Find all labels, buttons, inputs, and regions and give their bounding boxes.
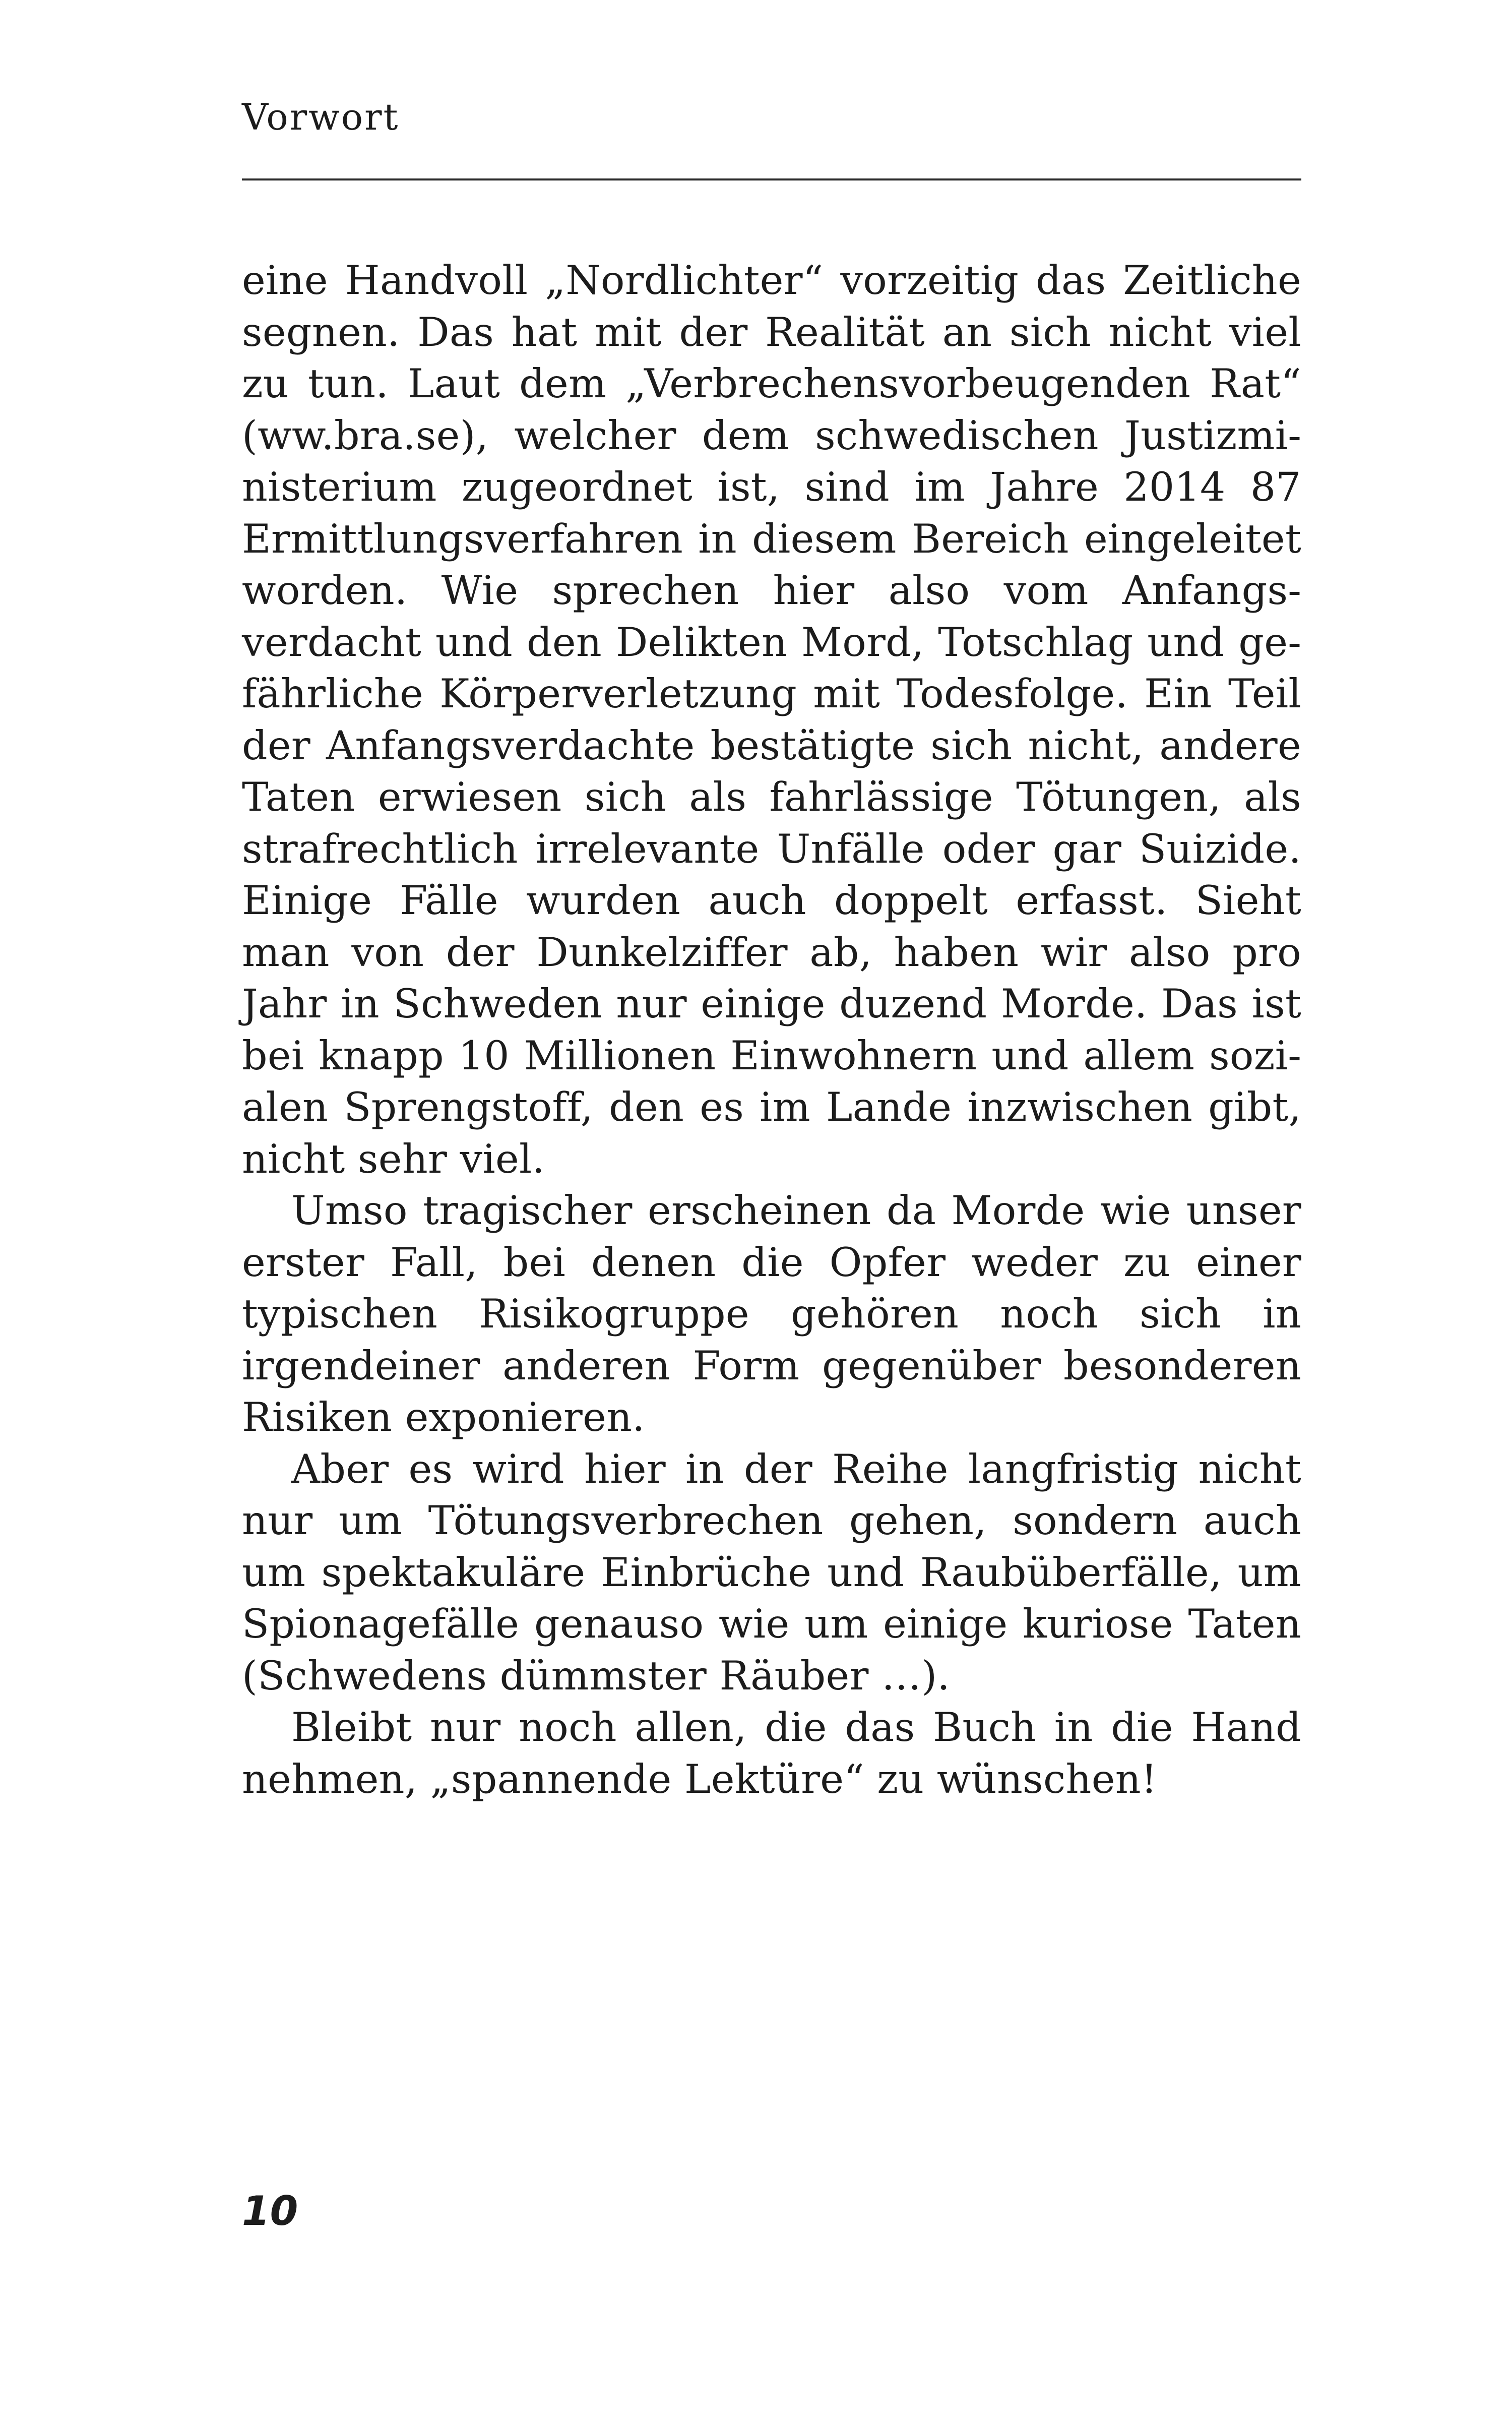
page-number: 10 — [242, 2188, 298, 2234]
paragraph-tragic-murders: Umso tragischer erscheinen da Morde wie unser erster Fall, bei denen die Opfer weder zu einer typischen Risikogruppe gehören noch sich in irgendeiner anderen Form gegenüber besonderen Risiken exponieren. — [242, 1187, 1301, 1440]
header-rule — [242, 178, 1301, 180]
paragraph-series-scope: Aber es wird hier in der Reihe langfristig nicht nur um Tötungsverbrechen gehen, sondern auch um spektakuläre Einbrüche und Raubüberfälle, um Spionagefälle genauso wie um einige kuriose Taten (Schwedens dümmster Räuber …). — [242, 1445, 1301, 1699]
paragraph-closing-wish: Bleibt nur noch allen, die das Buch in die Hand nehmen, „spannende Lektüre“ zu wünschen! — [242, 1704, 1301, 1802]
running-head-title: Vorwort — [242, 96, 400, 138]
body-text — [242, 255, 1301, 1805]
paragraph-continued: eine Handvoll „Nordlichter“ vorzeitig das Zeitliche segnen. Das hat mit der Realität an sich nicht viel zu tun. Laut dem „Verbrechensvorbeugenden Rat“ (ww.bra.se), welcher dem schwedischen Justizministerium zugeordnet ist, sind im Jahre 2014 87 Ermittlungsverfahren in diesem Bereich eingeleitet worden. Wie sprechen hier also vom Anfangsverdacht und den Delikten Mord, Totschlag und gefährliche Körperverletzung mit Todesfolge. Ein Teil der Anfangsverdachte bestätigte sich nicht, andere Taten erwiesen sich als fahrlässige Tötungen, als strafrechtlich irrelevante Unfälle oder gar Suizide. Einige Fälle wurden auch doppelt erfasst. Sieht man von der Dunkelziffer ab, haben wir also pro Jahr in Schweden nur einige duzend Morde. Das ist bei knapp 10 Millionen Einwohnern und allem sozialen Sprengstoff, den es im Lande inzwischen gibt, nicht sehr viel. — [242, 257, 1301, 1182]
